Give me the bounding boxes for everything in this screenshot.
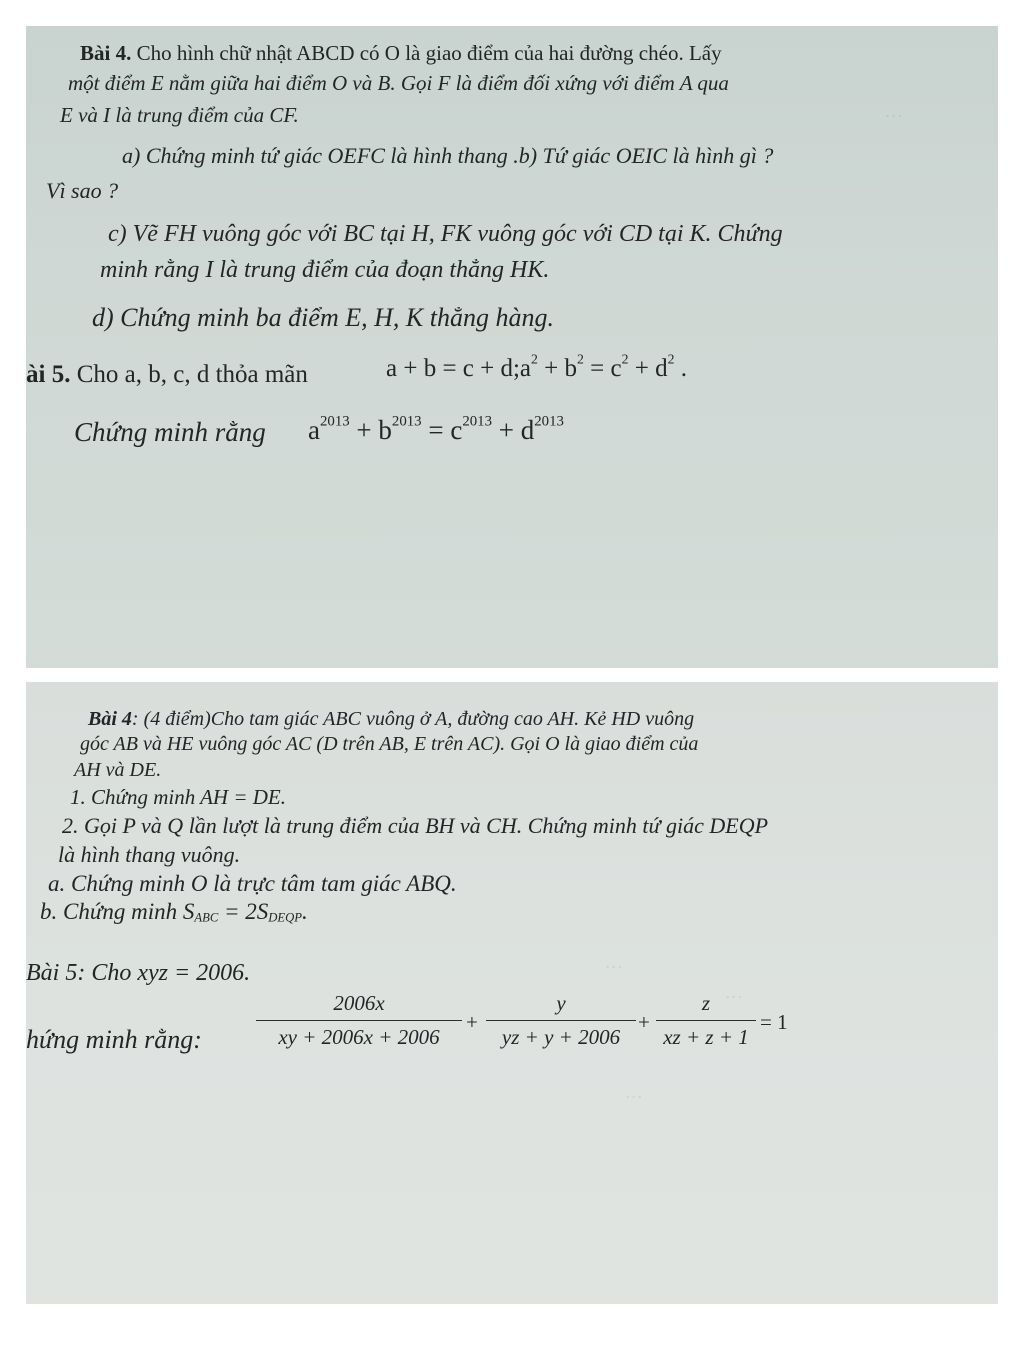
bai4-line3: E và I là trung điểm của CF.: [60, 103, 299, 127]
bai4-part-c-line2: minh rằng I là trung điểm của đoạn thẳng HK.: [100, 257, 550, 283]
bai5-intro-text: Cho a, b, c, d thỏa mãn: [76, 361, 308, 388]
b-bai4-item-b: [40, 900, 308, 923]
b-bai4-item2-line1: 2. Gọi P và Q lần lượt là trung điểm của BH và CH. Chứng minh tứ giác DEQP: [62, 813, 769, 838]
exponent: 2013: [462, 413, 492, 430]
plus-sign: +: [638, 1010, 650, 1034]
item-b-mid: = 2S: [218, 899, 269, 924]
fraction-2-numerator: y: [556, 991, 566, 1015]
b-bai4-line2: góc AB và HE vuông góc AC (D trên AB, E trên AC). Gọi O là giao điểm của: [80, 733, 699, 755]
bai5-intro: [26, 362, 308, 387]
bai5-label: ài 5.: [26, 361, 71, 388]
exponent: 2: [621, 351, 629, 367]
b-bai5-line1: Bài 5: Cho xyz = 2006.: [26, 960, 251, 986]
plus-sign: +: [466, 1010, 478, 1034]
fraction-2-denominator: yz + y + 2006: [486, 1020, 636, 1048]
b-bai4-item-a: a. Chứng minh O là trực tâm tam giác ABQ.: [48, 871, 457, 896]
bai5-condition: $a + b = c + d;a^2 + b^2 = c^2 + d^2$ .: [386, 351, 687, 382]
exponent: 2013: [391, 413, 422, 430]
fraction-3-numerator: z: [701, 991, 711, 1015]
b-bai4-item2-line2: là hình thang vuông.: [58, 842, 241, 867]
fraction-3: [656, 993, 756, 1048]
b-bai4-first-line: [88, 709, 694, 729]
item-b-end: .: [302, 899, 308, 924]
fraction-2: [486, 993, 636, 1048]
bai4-first-line: [80, 43, 722, 64]
subscript-abc: ABC: [194, 910, 219, 925]
equals-one: = 1: [760, 1010, 788, 1034]
bai4-line1: Cho hình chữ nhật ABCD có O là giao điểm của hai đường chéo. Lấy: [136, 41, 722, 65]
bai4-label: Bài 4.: [80, 41, 132, 65]
bleed-through-text: …: [886, 101, 903, 121]
fraction-1-numerator: 2006x: [333, 991, 385, 1015]
bleed-through-text: …: [726, 982, 743, 1002]
b-bai5-prove-label: hứng minh rằng:: [26, 1025, 202, 1054]
top-photo: [26, 26, 998, 668]
b-bai4-line3: AH và DE.: [74, 759, 162, 781]
bleed-through-text: …: [606, 952, 623, 972]
bai4-part-c-line1: c) Vẽ FH vuông góc với BC tại H, FK vuông góc với CD tại K. Chứng: [108, 221, 783, 247]
b-bai4-item1: 1. Chứng minh AH = DE.: [70, 785, 286, 809]
bai5-prove-label: Chứng minh rằng: [74, 417, 266, 447]
exponent: 2: [531, 351, 538, 367]
bai4-part-a-line2: Vì sao ?: [46, 178, 119, 203]
fraction-1: [256, 993, 462, 1048]
b-bai4-points: : (4 điểm)Cho tam giác ABC vuông ở A, đường cao AH. Kẻ HD vuông: [131, 708, 695, 730]
bottom-photo: [26, 682, 998, 1304]
exponent: 2013: [534, 413, 564, 430]
exponent: 2: [577, 351, 584, 367]
bai5-claim: $a^{2013} + b^{2013} = c^{2013} + d^{2013}$: [308, 413, 564, 445]
bai4-part-a-line1: a) Chứng minh tứ giác OEFC là hình thang .b) Tứ giác OEIC là hình gì ?: [122, 143, 774, 168]
bleed-through-text: …: [626, 1082, 643, 1102]
bai4-line2: một điểm E nằm giữa hai điểm O và B. Gọi F là điểm đối xứng với điểm A qua: [68, 71, 729, 95]
fraction-1-denominator: xy + 2006x + 2006: [256, 1020, 462, 1048]
subscript-deqp: DEQP: [268, 910, 302, 925]
item-b-prefix: b. Chứng minh S: [40, 899, 195, 924]
exponent: 2013: [319, 413, 350, 430]
b-bai4-label: Bài 4: [88, 708, 132, 730]
exponent: 2: [667, 351, 675, 367]
fraction-3-denominator: xz + z + 1: [656, 1020, 756, 1048]
bai4-part-d: d) Chứng minh ba điểm E, H, K thẳng hàng.: [92, 303, 554, 332]
